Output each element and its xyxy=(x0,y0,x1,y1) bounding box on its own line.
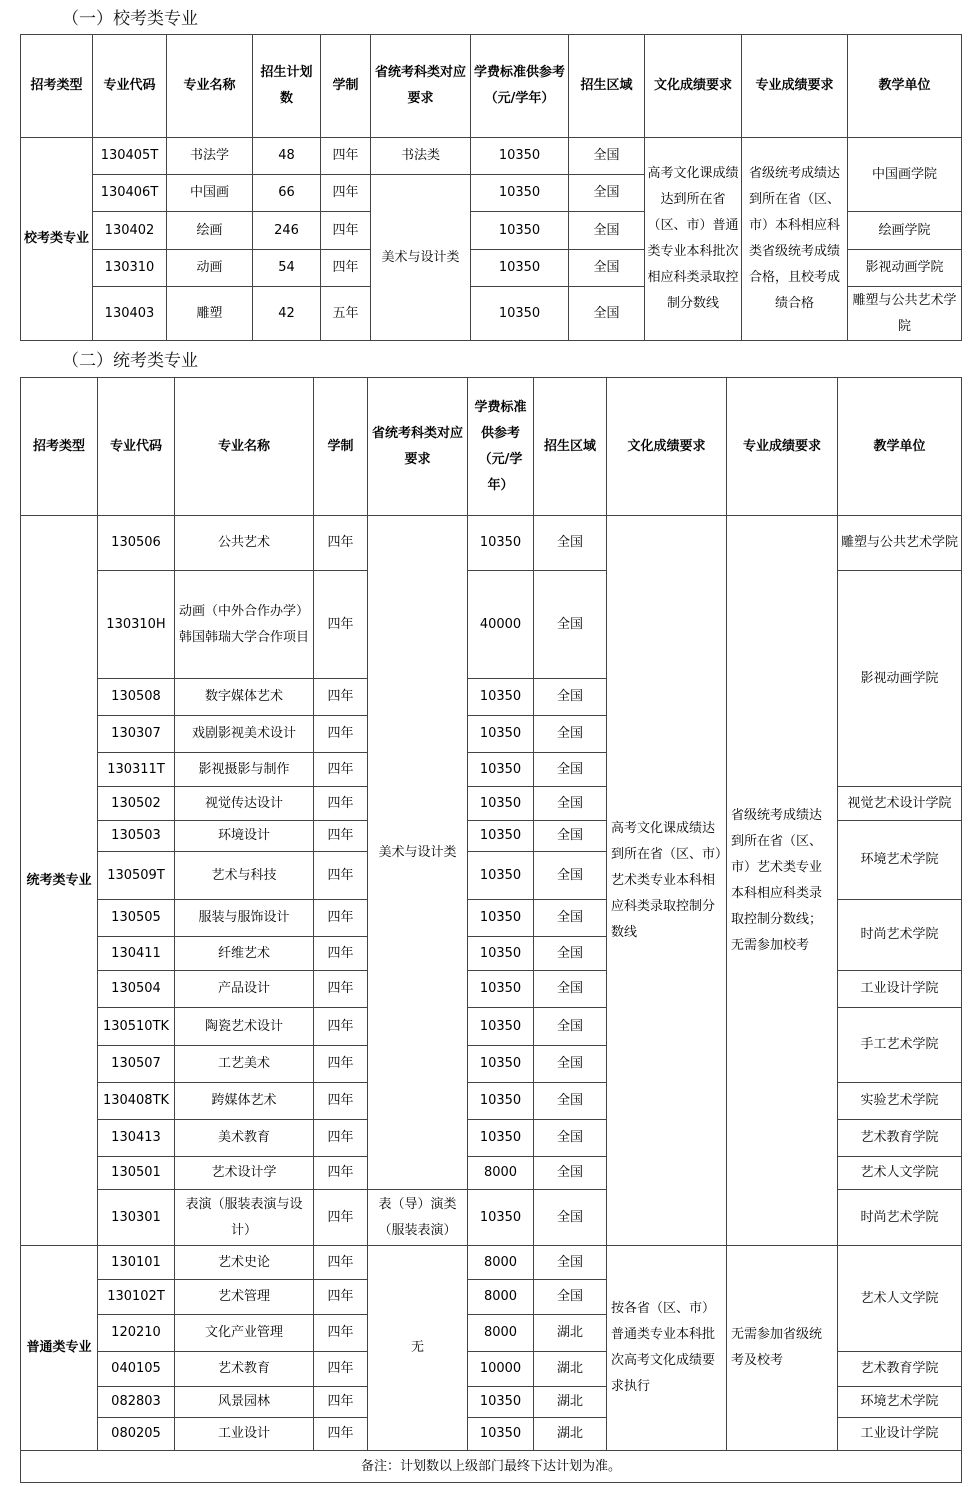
unit-cell: 视觉艺术设计学院 xyxy=(838,787,962,821)
header-cell: 招生区域 xyxy=(569,35,645,138)
region-cell: 全国 xyxy=(534,1280,607,1315)
fee-cell: 10350 xyxy=(468,821,534,852)
fee-cell: 10350 xyxy=(468,971,534,1008)
code-cell: 130506 xyxy=(98,516,175,571)
region-cell: 全国 xyxy=(569,287,645,341)
plan-cell: 66 xyxy=(253,175,321,212)
fee-cell: 10350 xyxy=(468,787,534,821)
unit-cell: 手工艺术学院 xyxy=(838,1008,962,1083)
fee-cell: 10350 xyxy=(468,937,534,971)
region-cell: 全国 xyxy=(534,571,607,679)
unit-cell: 中国画学院 xyxy=(848,138,962,212)
region-cell: 全国 xyxy=(569,138,645,175)
section-title-school-exam: （一）校考类专业 xyxy=(62,9,198,29)
code-cell: 130413 xyxy=(98,1120,175,1157)
unit-cell: 时尚艺术学院 xyxy=(838,1190,962,1246)
fee-cell: 10350 xyxy=(468,1046,534,1083)
region-cell: 全国 xyxy=(534,971,607,1008)
region-cell: 全国 xyxy=(534,787,607,821)
code-cell: 080205 xyxy=(98,1418,175,1451)
name-cell: 雕塑 xyxy=(167,287,253,341)
code-cell: 130411 xyxy=(98,937,175,971)
years-cell: 四年 xyxy=(314,852,368,900)
unit-cell: 雕塑与公共艺术学院 xyxy=(838,516,962,571)
code-cell: 130509T xyxy=(98,852,175,900)
culture-req-cell: 高考文化课成绩达到所在省（区、市）艺术类专业本科相应科类录取控制分数线 xyxy=(607,516,727,1246)
code-cell: 130311T xyxy=(98,753,175,787)
years-cell: 四年 xyxy=(314,1046,368,1083)
years-cell: 四年 xyxy=(314,1008,368,1046)
years-cell: 五年 xyxy=(321,287,371,341)
subject-cell: 书法类 xyxy=(371,138,471,175)
fee-cell: 10350 xyxy=(471,287,569,341)
years-cell: 四年 xyxy=(314,1083,368,1120)
code-cell: 130101 xyxy=(98,1246,175,1280)
name-cell: 戏剧影视美术设计 xyxy=(175,716,314,753)
header-cell: 文化成绩要求 xyxy=(645,35,742,138)
code-cell: 130307 xyxy=(98,716,175,753)
fee-cell: 10350 xyxy=(468,1190,534,1246)
name-cell: 书法学 xyxy=(167,138,253,175)
header-cell: 学制 xyxy=(314,378,368,516)
region-cell: 全国 xyxy=(569,212,645,250)
code-cell: 130310H xyxy=(98,571,175,679)
name-cell: 工艺美术 xyxy=(175,1046,314,1083)
fee-cell: 10350 xyxy=(468,753,534,787)
subject-cell: 美术与设计类 xyxy=(371,175,471,341)
code-cell: 130510TK xyxy=(98,1008,175,1046)
fee-cell: 10350 xyxy=(471,138,569,175)
years-cell: 四年 xyxy=(314,1387,368,1418)
name-cell: 陶瓷艺术设计 xyxy=(175,1008,314,1046)
region-cell: 全国 xyxy=(534,852,607,900)
section-title-unified-exam: （二）统考类专业 xyxy=(62,351,198,371)
unit-cell: 工业设计学院 xyxy=(838,971,962,1008)
years-cell: 四年 xyxy=(314,1120,368,1157)
name-cell: 艺术设计学 xyxy=(175,1157,314,1190)
years-cell: 四年 xyxy=(314,821,368,852)
subject-cell: 无 xyxy=(368,1246,468,1451)
name-cell: 动画（中外合作办学）韩国韩瑞大学合作项目 xyxy=(175,571,314,679)
code-cell: 130102T xyxy=(98,1280,175,1315)
code-cell: 130507 xyxy=(98,1046,175,1083)
fee-cell: 10350 xyxy=(468,679,534,716)
years-cell: 四年 xyxy=(314,1280,368,1315)
fee-cell: 10000 xyxy=(468,1352,534,1387)
fee-cell: 10350 xyxy=(468,516,534,571)
major-req-cell: 省级统考成绩达到所在省（区、市）本科相应科类省级统考成绩合格，且校考成绩合格 xyxy=(742,138,848,341)
code-cell: 130504 xyxy=(98,971,175,1008)
code-cell: 040105 xyxy=(98,1352,175,1387)
fee-cell: 10350 xyxy=(471,212,569,250)
code-cell: 130403 xyxy=(93,287,167,341)
fee-cell: 10350 xyxy=(468,716,534,753)
region-cell: 全国 xyxy=(534,1120,607,1157)
name-cell: 中国画 xyxy=(167,175,253,212)
header-cell: 专业名称 xyxy=(167,35,253,138)
fee-cell: 8000 xyxy=(468,1246,534,1280)
table-row xyxy=(21,516,962,571)
fee-cell: 10350 xyxy=(468,852,534,900)
fee-cell: 10350 xyxy=(468,1083,534,1120)
region-cell: 全国 xyxy=(534,1157,607,1190)
plan-cell: 48 xyxy=(253,138,321,175)
fee-cell: 10350 xyxy=(468,1418,534,1451)
name-cell: 数字媒体艺术 xyxy=(175,679,314,716)
code-cell: 130406T xyxy=(93,175,167,212)
name-cell: 艺术史论 xyxy=(175,1246,314,1280)
code-cell: 130502 xyxy=(98,787,175,821)
region-cell: 湖北 xyxy=(534,1418,607,1451)
fee-cell: 40000 xyxy=(468,571,534,679)
subject-cell: 美术与设计类 xyxy=(368,516,468,1190)
region-cell: 湖北 xyxy=(534,1352,607,1387)
category-cell: 普通类专业 xyxy=(21,1246,98,1451)
subject-cell: 表（导）演类（服装表演） xyxy=(368,1190,468,1246)
unit-cell: 影视动画学院 xyxy=(848,250,962,287)
code-cell: 120210 xyxy=(98,1315,175,1352)
unit-cell: 雕塑与公共艺术学院 xyxy=(848,287,962,341)
plan-cell: 246 xyxy=(253,212,321,250)
fee-cell: 8000 xyxy=(468,1280,534,1315)
header-cell: 招生区域 xyxy=(534,378,607,516)
region-cell: 全国 xyxy=(569,250,645,287)
years-cell: 四年 xyxy=(314,716,368,753)
code-cell: 130402 xyxy=(93,212,167,250)
name-cell: 视觉传达设计 xyxy=(175,787,314,821)
unit-cell: 时尚艺术学院 xyxy=(838,900,962,971)
header-cell: 文化成绩要求 xyxy=(607,378,727,516)
years-cell: 四年 xyxy=(314,1315,368,1352)
years-cell: 四年 xyxy=(321,212,371,250)
years-cell: 四年 xyxy=(314,1246,368,1280)
table-row xyxy=(21,138,962,175)
region-cell: 全国 xyxy=(534,679,607,716)
name-cell: 工业设计 xyxy=(175,1418,314,1451)
fee-cell: 10350 xyxy=(468,1387,534,1418)
header-cell: 专业成绩要求 xyxy=(742,35,848,138)
name-cell: 艺术与科技 xyxy=(175,852,314,900)
region-cell: 全国 xyxy=(534,1246,607,1280)
table-row xyxy=(21,1451,962,1483)
header-cell: 专业名称 xyxy=(175,378,314,516)
years-cell: 四年 xyxy=(321,250,371,287)
name-cell: 动画 xyxy=(167,250,253,287)
unit-cell: 艺术教育学院 xyxy=(838,1352,962,1387)
header-cell: 专业代码 xyxy=(98,378,175,516)
name-cell: 表演（服装表演与设计） xyxy=(175,1190,314,1246)
unit-cell: 艺术人文学院 xyxy=(838,1246,962,1352)
years-cell: 四年 xyxy=(314,753,368,787)
years-cell: 四年 xyxy=(314,971,368,1008)
years-cell: 四年 xyxy=(314,1352,368,1387)
table-header-row xyxy=(21,35,962,138)
name-cell: 公共艺术 xyxy=(175,516,314,571)
fee-cell: 10350 xyxy=(468,1008,534,1046)
unit-cell: 环境艺术学院 xyxy=(838,1387,962,1418)
region-cell: 全国 xyxy=(534,716,607,753)
code-cell: 130505 xyxy=(98,900,175,937)
unit-cell: 影视动画学院 xyxy=(838,571,962,787)
header-cell: 教学单位 xyxy=(848,35,962,138)
name-cell: 跨媒体艺术 xyxy=(175,1083,314,1120)
region-cell: 全国 xyxy=(534,1083,607,1120)
region-cell: 全国 xyxy=(534,937,607,971)
unified-exam-table xyxy=(20,377,962,1483)
table-row xyxy=(21,1246,962,1280)
category-cell: 校考类专业 xyxy=(21,138,93,341)
name-cell: 服装与服饰设计 xyxy=(175,900,314,937)
years-cell: 四年 xyxy=(314,787,368,821)
major-req-cell: 省级统考成绩达到所在省（区、市）艺术类专业本科相应科类录取控制分数线；无需参加校考 xyxy=(727,516,838,1246)
years-cell: 四年 xyxy=(321,175,371,212)
region-cell: 全国 xyxy=(534,821,607,852)
region-cell: 全国 xyxy=(534,1008,607,1046)
region-cell: 全国 xyxy=(569,175,645,212)
years-cell: 四年 xyxy=(314,516,368,571)
header-cell: 招考类型 xyxy=(21,378,98,516)
unit-cell: 环境艺术学院 xyxy=(838,821,962,900)
code-cell: 130405T xyxy=(93,138,167,175)
unit-cell: 绘画学院 xyxy=(848,212,962,250)
code-cell: 082803 xyxy=(98,1387,175,1418)
name-cell: 风景园林 xyxy=(175,1387,314,1418)
plan-cell: 54 xyxy=(253,250,321,287)
header-cell: 学制 xyxy=(321,35,371,138)
table-header-row xyxy=(21,378,962,516)
name-cell: 产品设计 xyxy=(175,971,314,1008)
code-cell: 130503 xyxy=(98,821,175,852)
header-cell: 专业成绩要求 xyxy=(727,378,838,516)
years-cell: 四年 xyxy=(314,679,368,716)
name-cell: 文化产业管理 xyxy=(175,1315,314,1352)
fee-cell: 8000 xyxy=(468,1315,534,1352)
region-cell: 湖北 xyxy=(534,1315,607,1352)
header-cell: 招生计划数 xyxy=(253,35,321,138)
culture-req-cell: 按各省（区、市）普通类专业本科批次高考文化成绩要求执行 xyxy=(607,1246,727,1451)
unit-cell: 工业设计学院 xyxy=(838,1418,962,1451)
name-cell: 纤维艺术 xyxy=(175,937,314,971)
header-cell: 教学单位 xyxy=(838,378,962,516)
code-cell: 130508 xyxy=(98,679,175,716)
years-cell: 四年 xyxy=(321,138,371,175)
unit-cell: 实验艺术学院 xyxy=(838,1083,962,1120)
category-cell: 统考类专业 xyxy=(21,516,98,1246)
header-cell: 学费标准供参考（元/学年） xyxy=(468,378,534,516)
years-cell: 四年 xyxy=(314,900,368,937)
name-cell: 绘画 xyxy=(167,212,253,250)
header-cell: 学费标准供参考（元/学年） xyxy=(471,35,569,138)
header-cell: 省统考科类对应要求 xyxy=(368,378,468,516)
region-cell: 全国 xyxy=(534,753,607,787)
name-cell: 艺术管理 xyxy=(175,1280,314,1315)
unit-cell: 艺术人文学院 xyxy=(838,1157,962,1190)
years-cell: 四年 xyxy=(314,937,368,971)
header-cell: 专业代码 xyxy=(93,35,167,138)
fee-cell: 10350 xyxy=(468,900,534,937)
years-cell: 四年 xyxy=(314,1190,368,1246)
culture-req-cell: 高考文化课成绩达到所在省（区、市）普通类专业本科批次相应科类录取控制分数线 xyxy=(645,138,742,341)
major-req-cell: 无需参加省级统考及校考 xyxy=(727,1246,838,1451)
header-cell: 招考类型 xyxy=(21,35,93,138)
region-cell: 湖北 xyxy=(534,1387,607,1418)
region-cell: 全国 xyxy=(534,1190,607,1246)
years-cell: 四年 xyxy=(314,1418,368,1451)
fee-cell: 10350 xyxy=(468,1120,534,1157)
fee-cell: 10350 xyxy=(471,250,569,287)
fee-cell: 10350 xyxy=(471,175,569,212)
footnote: 备注：计划数以上级部门最终下达计划为准。 xyxy=(21,1451,962,1483)
name-cell: 影视摄影与制作 xyxy=(175,753,314,787)
header-cell: 省统考科类对应要求 xyxy=(371,35,471,138)
code-cell: 130501 xyxy=(98,1157,175,1190)
code-cell: 130310 xyxy=(93,250,167,287)
code-cell: 130408TK xyxy=(98,1083,175,1120)
name-cell: 美术教育 xyxy=(175,1120,314,1157)
years-cell: 四年 xyxy=(314,1157,368,1190)
fee-cell: 8000 xyxy=(468,1157,534,1190)
plan-cell: 42 xyxy=(253,287,321,341)
code-cell: 130301 xyxy=(98,1190,175,1246)
region-cell: 全国 xyxy=(534,1046,607,1083)
region-cell: 全国 xyxy=(534,900,607,937)
years-cell: 四年 xyxy=(314,571,368,679)
region-cell: 全国 xyxy=(534,516,607,571)
school-exam-table xyxy=(20,34,962,341)
name-cell: 艺术教育 xyxy=(175,1352,314,1387)
name-cell: 环境设计 xyxy=(175,821,314,852)
unit-cell: 艺术教育学院 xyxy=(838,1120,962,1157)
